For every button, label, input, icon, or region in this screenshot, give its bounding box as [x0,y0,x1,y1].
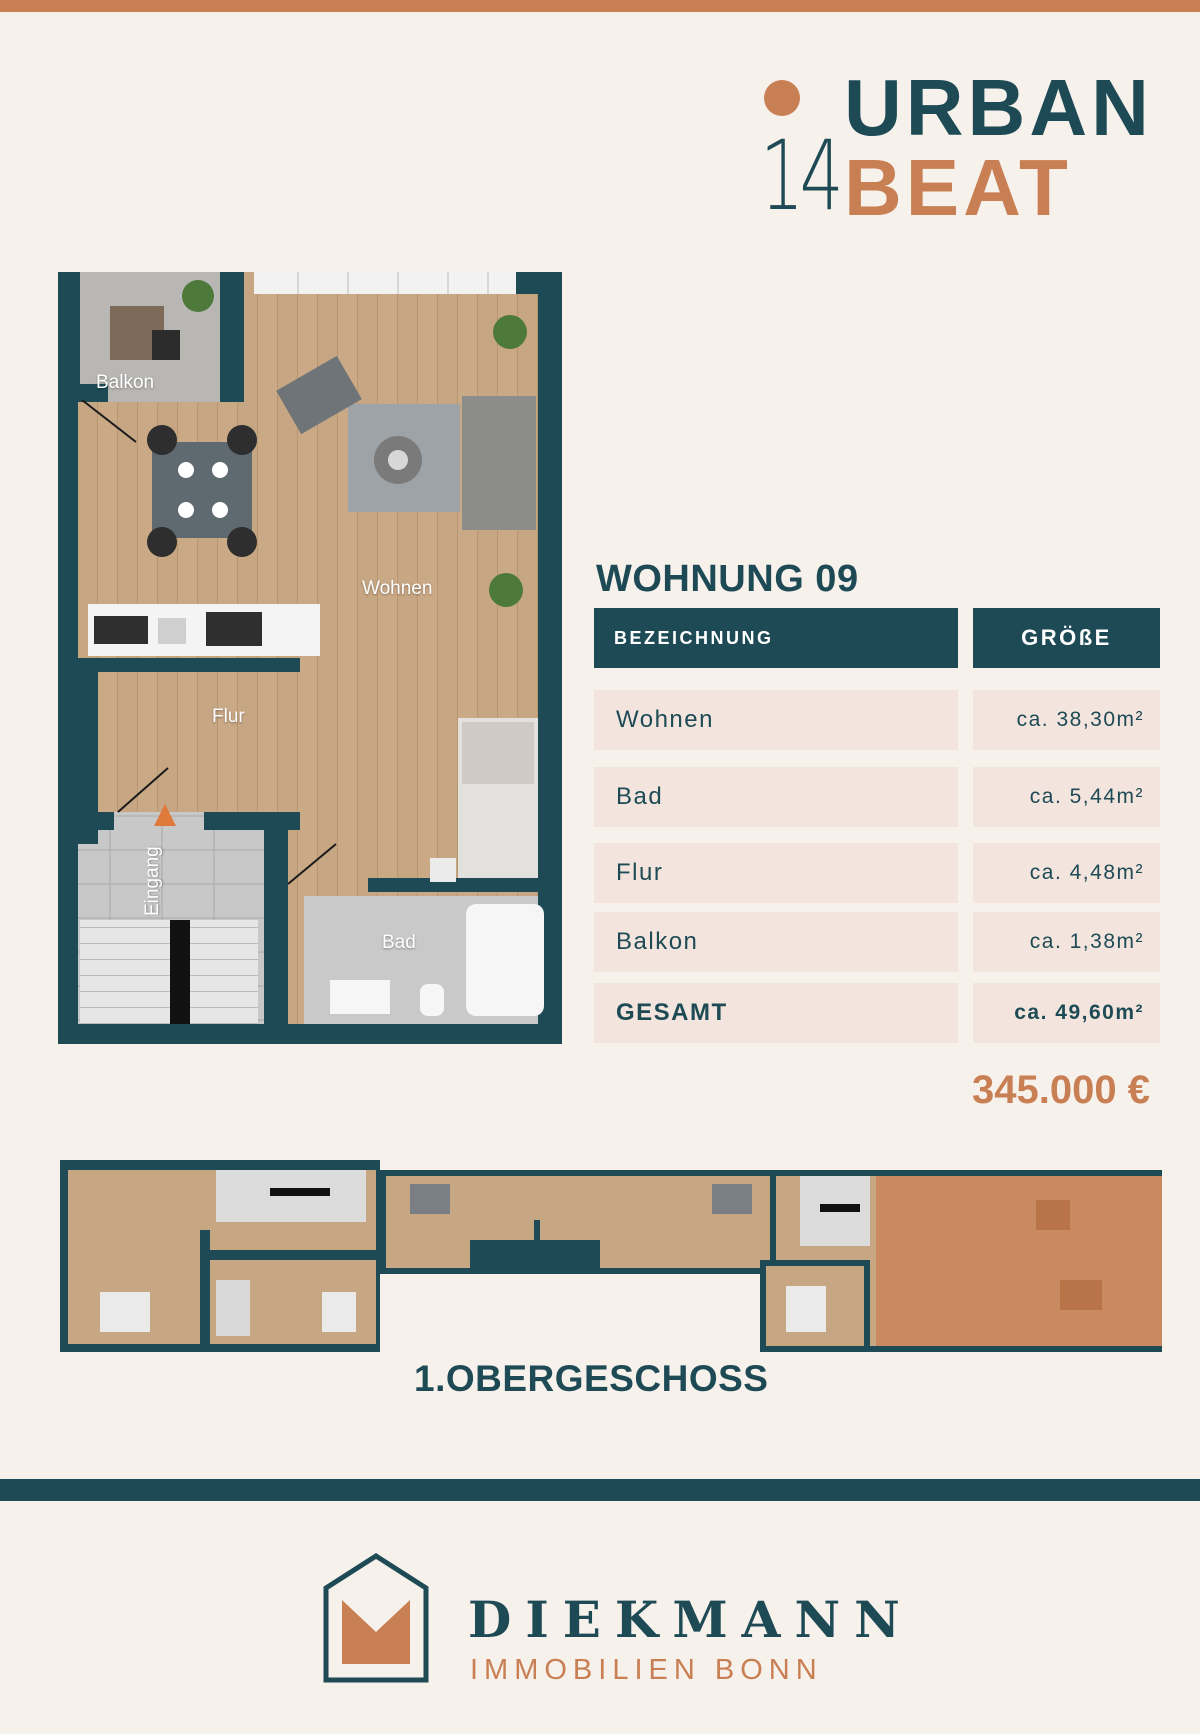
top-accent-bar [0,0,1200,12]
table-row-balkon-size: ca. 1,38m² [973,912,1160,972]
price: 345.000 € [972,1068,1150,1112]
house-logo-icon [322,1552,430,1684]
table-header-bezeichnung: BEZEICHNUNG [594,608,958,668]
floor-plan [58,272,562,1044]
room-label-bad: Bad [382,932,416,953]
brand-subtitle: IMMOBILIEN BONN [470,1654,823,1686]
table-row-bad-size: ca. 5,44m² [973,767,1160,827]
apartment-title: WOHNUNG 09 [596,558,859,600]
table-row-flur-name: Flur [594,843,958,903]
floor-overview-plan [60,1160,1162,1356]
entrance-arrow-icon [154,804,176,826]
logo-dot [764,80,800,116]
table-row-gesamt-name: GESAMT [594,983,958,1043]
urban-beat-logo [760,63,1170,232]
table-row-flur-size: ca. 4,48m² [973,843,1160,903]
room-label-balkon: Balkon [96,372,155,393]
logo-number: 14 [760,120,840,232]
floor-title: 1.OBERGESCHOSS [414,1358,769,1399]
table-row-wohnen-name: Wohnen [594,690,958,750]
floor-overview-drawing [60,1160,1162,1356]
bottom-divider-bar [0,1479,1200,1501]
table-row-wohnen-size: ca. 38,30m² [973,690,1160,750]
room-label-flur: Flur [212,706,245,727]
room-label-eingang: Eingang [142,846,163,916]
table-header-groesse: GRÖßE [973,608,1160,668]
brand-name: DIEKMANN [468,1590,914,1649]
table-row-gesamt-size: ca. 49,60m² [973,983,1160,1043]
logo-line-urban: URBAN [844,63,1153,152]
logo-line-beat: BEAT [844,143,1072,232]
room-label-wohnen: Wohnen [362,578,433,599]
table-row-balkon-name: Balkon [594,912,958,972]
table-row-bad-name: Bad [594,767,958,827]
